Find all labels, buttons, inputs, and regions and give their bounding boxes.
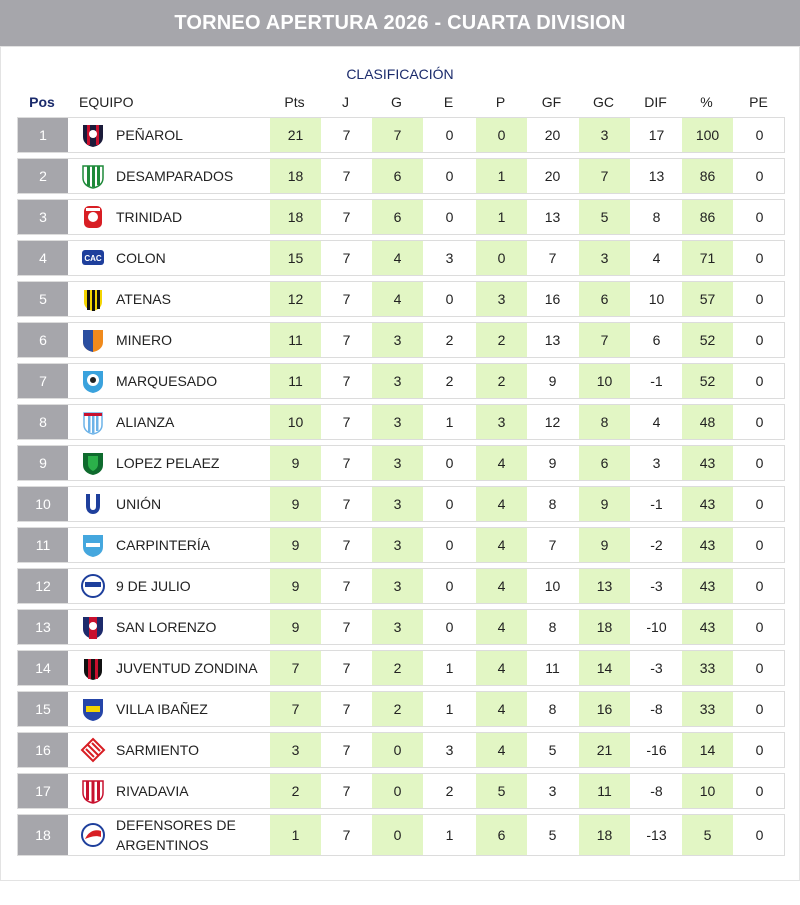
stat-e-cell: 0: [445, 127, 454, 143]
table-row: [17, 486, 785, 522]
stat-pct-cell: 57: [682, 282, 733, 316]
stat-pts-cell: 11: [270, 364, 321, 398]
stat-j-cell: 7: [342, 455, 351, 471]
stat-e-cell: 1: [445, 660, 454, 676]
stat-g-cell: 2: [372, 692, 423, 726]
stat-dif-cell: -2: [650, 537, 663, 553]
stat-g-cell: 2: [372, 651, 423, 685]
stat-dif-cell: -1: [650, 373, 663, 389]
stat-e-cell: 2: [445, 332, 454, 348]
column-headers: [17, 94, 785, 110]
stat-pts-cell: 2: [270, 774, 321, 808]
stat-pct-cell: 14: [682, 733, 733, 767]
stat-p-cell: 4: [476, 733, 527, 767]
table-row: [17, 363, 785, 399]
position-cell: 10: [18, 487, 68, 521]
stat-p-cell: 6: [476, 815, 527, 855]
stat-pts-cell: 9: [270, 528, 321, 562]
stat-pct-cell: 48: [682, 405, 733, 439]
table-row: [17, 117, 785, 153]
stat-j-cell: 7: [342, 578, 351, 594]
stat-g-cell: 6: [372, 200, 423, 234]
stat-pct-cell: 71: [682, 241, 733, 275]
table-row: [17, 404, 785, 440]
stat-e-cell: 0: [445, 168, 454, 184]
position-cell: 7: [18, 364, 68, 398]
team-crest-icon: [80, 163, 106, 189]
stat-p-cell: 5: [476, 774, 527, 808]
stat-j-cell: 7: [342, 660, 351, 676]
stat-gc-cell: 14: [579, 651, 630, 685]
position-cell: 16: [18, 733, 68, 767]
stat-e-cell: 1: [445, 701, 454, 717]
stat-e-cell: 1: [445, 414, 454, 430]
stat-pct-cell: 52: [682, 323, 733, 357]
stat-j-cell: 7: [342, 827, 351, 843]
stat-pe-cell: 0: [755, 496, 764, 512]
stat-pct-cell: 43: [682, 487, 733, 521]
table-row: [17, 773, 785, 809]
team-crest-icon: [80, 573, 106, 599]
team-crest-icon: [80, 532, 106, 558]
stat-p-cell: 3: [476, 405, 527, 439]
stat-pct-cell: 33: [682, 692, 733, 726]
col-pts-header: Pts: [284, 94, 305, 110]
stat-pts-cell: 9: [270, 610, 321, 644]
team-crest-icon: [80, 778, 106, 804]
tournament-title: TORNEO APERTURA 2026 - CUARTA DIVISION: [0, 0, 800, 46]
team-crest-icon: [80, 368, 106, 394]
stat-pe-cell: 0: [755, 742, 764, 758]
stat-pts-cell: 3: [270, 733, 321, 767]
team-name: DESAMPARADOS: [116, 168, 234, 184]
stat-gf-cell: 3: [548, 783, 557, 799]
team-name: RIVADAVIA: [116, 783, 189, 799]
stat-gf-cell: 5: [548, 742, 557, 758]
stat-pe-cell: 0: [755, 127, 764, 143]
stat-g-cell: 0: [372, 815, 423, 855]
stat-pe-cell: 0: [755, 827, 764, 843]
stat-pct-cell: 43: [682, 446, 733, 480]
stat-g-cell: 3: [372, 610, 423, 644]
stat-gf-cell: 7: [548, 250, 557, 266]
stat-dif-cell: 4: [652, 414, 661, 430]
stat-gc-cell: 7: [579, 323, 630, 357]
stat-j-cell: 7: [342, 291, 351, 307]
team-name: CARPINTERÍA: [116, 537, 211, 553]
position-cell: 13: [18, 610, 68, 644]
stat-pts-cell: 7: [270, 692, 321, 726]
table-row: [17, 322, 785, 358]
col-gf-header: GF: [541, 94, 562, 110]
stat-p-cell: 2: [476, 364, 527, 398]
stat-pct-cell: 33: [682, 651, 733, 685]
stat-p-cell: 1: [476, 200, 527, 234]
stat-g-cell: 3: [372, 364, 423, 398]
stat-g-cell: 4: [372, 282, 423, 316]
stat-e-cell: 3: [445, 250, 454, 266]
stat-j-cell: 7: [342, 742, 351, 758]
col-dif-header: DIF: [644, 94, 667, 110]
stat-g-cell: 4: [372, 241, 423, 275]
stat-p-cell: 4: [476, 487, 527, 521]
team-crest-icon: [80, 245, 106, 271]
stat-pts-cell: 7: [270, 651, 321, 685]
team-name: MARQUESADO: [116, 373, 218, 389]
stat-j-cell: 7: [342, 414, 351, 430]
stat-gf-cell: 8: [548, 701, 557, 717]
stat-pe-cell: 0: [755, 291, 764, 307]
stat-pct-cell: 100: [682, 118, 733, 152]
stat-p-cell: 4: [476, 610, 527, 644]
table-row: [17, 158, 785, 194]
stat-gc-cell: 10: [579, 364, 630, 398]
team-name: SARMIENTO: [116, 742, 199, 758]
stat-e-cell: 0: [445, 619, 454, 635]
stat-dif-cell: 10: [648, 291, 665, 307]
stat-gf-cell: 5: [548, 827, 557, 843]
stat-gc-cell: 16: [579, 692, 630, 726]
stat-dif-cell: -10: [646, 619, 667, 635]
stat-pe-cell: 0: [755, 332, 764, 348]
table-row: [17, 691, 785, 727]
table-row: [17, 650, 785, 686]
team-name: VILLA IBAÑEZ: [116, 701, 208, 717]
stat-gf-cell: 7: [548, 537, 557, 553]
stat-pts-cell: 15: [270, 241, 321, 275]
stat-gc-cell: 18: [579, 815, 630, 855]
col-pos-header: Pos: [29, 94, 55, 110]
stat-gc-cell: 8: [579, 405, 630, 439]
stat-gf-cell: 9: [548, 373, 557, 389]
position-cell: 2: [18, 159, 68, 193]
team-crest-icon: [80, 696, 106, 722]
stat-gf-cell: 11: [545, 660, 560, 676]
team-crest-icon: [80, 822, 106, 848]
team-crest-icon: [80, 286, 106, 312]
stat-dif-cell: -1: [650, 496, 663, 512]
stat-pts-cell: 18: [270, 200, 321, 234]
position-cell: 5: [18, 282, 68, 316]
stat-p-cell: 4: [476, 651, 527, 685]
stat-pts-cell: 11: [270, 323, 321, 357]
stat-pct-cell: 52: [682, 364, 733, 398]
stat-gc-cell: 13: [579, 569, 630, 603]
stat-pe-cell: 0: [755, 619, 764, 635]
stat-pe-cell: 0: [755, 168, 764, 184]
table-row: [17, 281, 785, 317]
stat-pts-cell: 9: [270, 569, 321, 603]
team-crest-icon: [80, 450, 106, 476]
stat-pe-cell: 0: [755, 414, 764, 430]
team-crest-icon: [80, 655, 106, 681]
stat-gc-cell: 18: [579, 610, 630, 644]
stat-gf-cell: 13: [544, 332, 561, 348]
stat-p-cell: 2: [476, 323, 527, 357]
stat-pts-cell: 9: [270, 487, 321, 521]
stat-j-cell: 7: [342, 496, 351, 512]
col-team-header: EQUIPO: [79, 94, 134, 110]
stat-gf-cell: 20: [544, 168, 561, 184]
table-row: [17, 240, 785, 276]
col-j-header: J: [342, 94, 349, 110]
team-name: ATENAS: [116, 291, 171, 307]
stat-j-cell: 7: [342, 127, 351, 143]
stat-gc-cell: 7: [579, 159, 630, 193]
table-row: [17, 814, 785, 856]
stat-dif-cell: 8: [652, 209, 661, 225]
position-cell: 12: [18, 569, 68, 603]
stat-gf-cell: 9: [548, 455, 557, 471]
stat-p-cell: 4: [476, 528, 527, 562]
stat-j-cell: 7: [342, 168, 351, 184]
team-name: 9 DE JULIO: [116, 578, 191, 594]
stat-pct-cell: 43: [682, 569, 733, 603]
stat-pe-cell: 0: [755, 660, 764, 676]
stat-pct-cell: 5: [682, 815, 733, 855]
position-cell: 11: [18, 528, 68, 562]
stat-gc-cell: 9: [579, 487, 630, 521]
stat-g-cell: 3: [372, 487, 423, 521]
stat-g-cell: 3: [372, 446, 423, 480]
stat-g-cell: 3: [372, 405, 423, 439]
stat-j-cell: 7: [342, 209, 351, 225]
team-name: PEÑAROL: [116, 127, 183, 143]
stat-gf-cell: 16: [544, 291, 561, 307]
stat-pts-cell: 9: [270, 446, 321, 480]
stat-g-cell: 0: [372, 774, 423, 808]
position-cell: 14: [18, 651, 68, 685]
position-cell: 15: [18, 692, 68, 726]
stat-p-cell: 4: [476, 446, 527, 480]
position-cell: 4: [18, 241, 68, 275]
stat-gf-cell: 8: [548, 496, 557, 512]
col-pct-header: %: [700, 94, 713, 110]
stat-p-cell: 4: [476, 692, 527, 726]
stat-pe-cell: 0: [755, 455, 764, 471]
stat-e-cell: 0: [445, 291, 454, 307]
stat-e-cell: 0: [445, 578, 454, 594]
table-row: [17, 527, 785, 563]
stat-dif-cell: 4: [652, 250, 661, 266]
stat-e-cell: 0: [445, 209, 454, 225]
stat-j-cell: 7: [342, 332, 351, 348]
team-name: SAN LORENZO: [116, 619, 217, 635]
stat-p-cell: 3: [476, 282, 527, 316]
stat-pts-cell: 12: [270, 282, 321, 316]
team-name: COLON: [116, 250, 166, 266]
team-name: MINERO: [116, 332, 172, 348]
stat-gc-cell: 9: [579, 528, 630, 562]
position-cell: 6: [18, 323, 68, 357]
team-name: ALIANZA: [116, 414, 175, 430]
stat-p-cell: 4: [476, 569, 527, 603]
stat-pct-cell: 10: [682, 774, 733, 808]
team-crest-icon: [80, 614, 106, 640]
stat-g-cell: 7: [372, 118, 423, 152]
stat-p-cell: 0: [476, 241, 527, 275]
stat-pe-cell: 0: [755, 783, 764, 799]
stat-g-cell: 6: [372, 159, 423, 193]
team-crest-icon: [80, 409, 106, 435]
team-name: TRINIDAD: [116, 209, 183, 225]
stat-gc-cell: 11: [579, 774, 630, 808]
team-name: LOPEZ PELAEZ: [116, 455, 220, 471]
stat-pts-cell: 1: [270, 815, 321, 855]
stat-pe-cell: 0: [755, 537, 764, 553]
stat-dif-cell: 3: [652, 455, 661, 471]
stat-dif-cell: -3: [650, 578, 663, 594]
stat-j-cell: 7: [342, 250, 351, 266]
stat-dif-cell: -8: [650, 783, 663, 799]
position-cell: 17: [18, 774, 68, 808]
stat-pe-cell: 0: [755, 250, 764, 266]
stat-e-cell: 3: [445, 742, 454, 758]
stat-e-cell: 2: [445, 783, 454, 799]
stat-pts-cell: 21: [270, 118, 321, 152]
stat-gf-cell: 8: [548, 619, 557, 635]
stat-e-cell: 0: [445, 496, 454, 512]
table-row: [17, 199, 785, 235]
stat-dif-cell: 6: [652, 332, 661, 348]
table-row: [17, 568, 785, 604]
stat-j-cell: 7: [342, 701, 351, 717]
stat-pts-cell: 10: [270, 405, 321, 439]
stat-dif-cell: -3: [650, 660, 663, 676]
position-cell: 9: [18, 446, 68, 480]
team-crest-icon: [80, 122, 106, 148]
stat-e-cell: 1: [445, 827, 454, 843]
stat-pts-cell: 18: [270, 159, 321, 193]
stat-pct-cell: 86: [682, 159, 733, 193]
stat-dif-cell: -16: [646, 742, 667, 758]
stat-dif-cell: -8: [650, 701, 663, 717]
stat-gc-cell: 6: [579, 446, 630, 480]
position-cell: 3: [18, 200, 68, 234]
stat-e-cell: 0: [445, 537, 454, 553]
stat-j-cell: 7: [342, 373, 351, 389]
stat-j-cell: 7: [342, 783, 351, 799]
position-cell: 18: [18, 815, 68, 855]
stat-dif-cell: 17: [648, 127, 665, 143]
stat-p-cell: 0: [476, 118, 527, 152]
stat-g-cell: 0: [372, 733, 423, 767]
stat-gf-cell: 12: [544, 414, 561, 430]
col-gc-header: GC: [593, 94, 614, 110]
stat-pct-cell: 86: [682, 200, 733, 234]
table-row: [17, 609, 785, 645]
standings-subtitle: CLASIFICACIÓN: [346, 66, 454, 82]
col-pe-header: PE: [749, 94, 768, 110]
stat-j-cell: 7: [342, 537, 351, 553]
position-cell: 1: [18, 118, 68, 152]
team-crest-icon: [80, 204, 106, 230]
team-name: UNIÓN: [116, 496, 162, 512]
stat-pct-cell: 43: [682, 528, 733, 562]
stat-e-cell: 2: [445, 373, 454, 389]
col-p-header: P: [495, 94, 506, 110]
stat-gf-cell: 20: [544, 127, 561, 143]
stat-g-cell: 3: [372, 528, 423, 562]
col-g-header: G: [391, 94, 402, 110]
table-row: [17, 732, 785, 768]
stat-gc-cell: 21: [579, 733, 630, 767]
stat-g-cell: 3: [372, 569, 423, 603]
standings-panel: [0, 46, 800, 881]
stat-pct-cell: 43: [682, 610, 733, 644]
stat-pe-cell: 0: [755, 578, 764, 594]
stat-pe-cell: 0: [755, 373, 764, 389]
stat-p-cell: 1: [476, 159, 527, 193]
team-crest-icon: [80, 327, 106, 353]
stat-pe-cell: 0: [755, 209, 764, 225]
stat-dif-cell: -13: [646, 827, 667, 843]
svg-text:CAC: CAC: [84, 254, 102, 263]
stat-e-cell: 0: [445, 455, 454, 471]
team-name: JUVENTUD ZONDINA: [116, 660, 258, 676]
col-e-header: E: [443, 94, 454, 110]
team-name: DEFENSORES DE ARGENTINOS: [116, 817, 236, 853]
stat-pe-cell: 0: [755, 701, 764, 717]
stat-g-cell: 3: [372, 323, 423, 357]
stat-gf-cell: 10: [544, 578, 561, 594]
stat-j-cell: 7: [342, 619, 351, 635]
stat-gc-cell: 3: [579, 118, 630, 152]
stat-gc-cell: 5: [579, 200, 630, 234]
team-crest-icon: [80, 737, 106, 763]
team-crest-icon: [80, 491, 106, 517]
stat-gf-cell: 13: [544, 209, 561, 225]
stat-gc-cell: 3: [579, 241, 630, 275]
stat-gc-cell: 6: [579, 282, 630, 316]
position-cell: 8: [18, 405, 68, 439]
stat-dif-cell: 13: [648, 168, 665, 184]
table-row: [17, 445, 785, 481]
